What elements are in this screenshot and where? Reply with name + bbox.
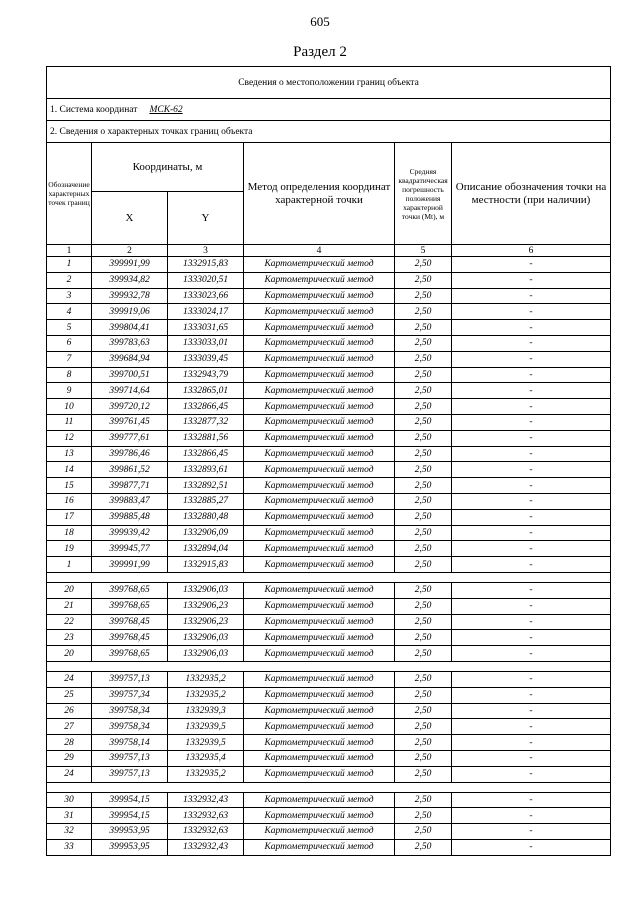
coord-x: 399757,34 (92, 687, 168, 703)
column-number: 1 (47, 245, 92, 257)
description: - (452, 399, 611, 415)
header-x: X (92, 192, 168, 245)
coord-x: 399885,48 (92, 509, 168, 525)
description: - (452, 351, 611, 367)
accuracy: 2,50 (395, 288, 452, 304)
point-number: 13 (47, 446, 92, 462)
coord-x: 399934,82 (92, 272, 168, 288)
header-method: Метод определения координат характерной точки (244, 143, 395, 245)
table-row (47, 509, 611, 525)
description: - (452, 446, 611, 462)
accuracy: 2,50 (395, 541, 452, 557)
table-row (47, 272, 611, 288)
description: - (452, 735, 611, 751)
coord-x: 399954,15 (92, 792, 168, 808)
table-row (47, 792, 611, 808)
method: Картометрический метод (244, 414, 395, 430)
description: - (452, 257, 611, 273)
table-row (47, 839, 611, 855)
description: - (452, 808, 611, 824)
description: - (452, 719, 611, 735)
method: Картометрический метод (244, 493, 395, 509)
table-row (47, 557, 611, 573)
description: - (452, 687, 611, 703)
coord-system-label: 1. Система координат (50, 104, 138, 115)
coord-x: 399758,14 (92, 735, 168, 751)
coord-x: 399883,47 (92, 493, 168, 509)
table-title-row (47, 67, 611, 99)
point-number: 24 (47, 671, 92, 687)
accuracy: 2,50 (395, 335, 452, 351)
coord-x: 399953,95 (92, 839, 168, 855)
accuracy: 2,50 (395, 446, 452, 462)
table-row (47, 703, 611, 719)
coord-x: 399783,63 (92, 335, 168, 351)
header-row-top (47, 143, 611, 192)
table-row (47, 399, 611, 415)
method: Картометрический метод (244, 671, 395, 687)
section-title: Раздел 2 (293, 44, 347, 60)
coord-x: 399804,41 (92, 320, 168, 336)
coord-y: 1332935,2 (168, 766, 244, 782)
table-row (47, 304, 611, 320)
description: - (452, 598, 611, 614)
method: Картометрический метод (244, 525, 395, 541)
description: - (452, 288, 611, 304)
table-row (47, 750, 611, 766)
accuracy: 2,50 (395, 462, 452, 478)
table-row (47, 687, 611, 703)
description: - (452, 839, 611, 855)
point-number: 31 (47, 808, 92, 824)
accuracy: 2,50 (395, 493, 452, 509)
point-number: 1 (47, 557, 92, 573)
description: - (452, 614, 611, 630)
coord-x: 399768,65 (92, 582, 168, 598)
method: Картометрический метод (244, 399, 395, 415)
method: Картометрический метод (244, 478, 395, 494)
points-label: 2. Сведения о характерных точках границ объекта (47, 121, 611, 143)
separator-cell (47, 572, 611, 582)
method: Картометрический метод (244, 272, 395, 288)
method: Картометрический метод (244, 766, 395, 782)
coord-system-row (47, 99, 611, 121)
description: - (452, 646, 611, 662)
coord-y: 1332932,43 (168, 839, 244, 855)
coord-x: 399786,46 (92, 446, 168, 462)
method: Картометрический метод (244, 646, 395, 662)
point-number: 20 (47, 582, 92, 598)
accuracy: 2,50 (395, 257, 452, 273)
coord-y: 1332892,51 (168, 478, 244, 494)
method: Картометрический метод (244, 304, 395, 320)
point-number: 32 (47, 824, 92, 840)
coord-y: 1332906,03 (168, 582, 244, 598)
method: Картометрический метод (244, 430, 395, 446)
coord-x: 399768,65 (92, 646, 168, 662)
coord-x: 399757,13 (92, 766, 168, 782)
accuracy: 2,50 (395, 703, 452, 719)
accuracy: 2,50 (395, 582, 452, 598)
point-number: 33 (47, 839, 92, 855)
coord-y: 1332906,23 (168, 598, 244, 614)
coord-y: 1332885,27 (168, 493, 244, 509)
description: - (452, 582, 611, 598)
accuracy: 2,50 (395, 320, 452, 336)
coord-x: 399945,77 (92, 541, 168, 557)
point-number: 30 (47, 792, 92, 808)
coord-x: 399758,34 (92, 703, 168, 719)
table-row (47, 430, 611, 446)
point-number: 27 (47, 719, 92, 735)
coord-y: 1332893,61 (168, 462, 244, 478)
point-number: 14 (47, 462, 92, 478)
accuracy: 2,50 (395, 614, 452, 630)
method: Картометрический метод (244, 335, 395, 351)
method: Картометрический метод (244, 446, 395, 462)
column-number-row (47, 245, 611, 257)
table-row (47, 462, 611, 478)
description: - (452, 304, 611, 320)
accuracy: 2,50 (395, 304, 452, 320)
method: Картометрический метод (244, 257, 395, 273)
description: - (452, 478, 611, 494)
coord-y: 1332932,63 (168, 808, 244, 824)
description: - (452, 383, 611, 399)
point-number: 9 (47, 383, 92, 399)
coord-x: 399768,45 (92, 630, 168, 646)
point-number: 15 (47, 478, 92, 494)
point-number: 6 (47, 335, 92, 351)
method: Картометрический метод (244, 383, 395, 399)
coord-y: 1333031,65 (168, 320, 244, 336)
coord-x: 399757,13 (92, 750, 168, 766)
point-number: 22 (47, 614, 92, 630)
point-number: 23 (47, 630, 92, 646)
point-number: 21 (47, 598, 92, 614)
point-number: 29 (47, 750, 92, 766)
coord-x: 399932,78 (92, 288, 168, 304)
description: - (452, 335, 611, 351)
description: - (452, 525, 611, 541)
header-point-designation: Обозначение характерных точек границ (47, 143, 92, 245)
coord-y: 1332935,2 (168, 687, 244, 703)
accuracy: 2,50 (395, 525, 452, 541)
coord-x: 399684,94 (92, 351, 168, 367)
description: - (452, 630, 611, 646)
method: Картометрический метод (244, 614, 395, 630)
method: Картометрический метод (244, 824, 395, 840)
coord-x: 399761,45 (92, 414, 168, 430)
coord-y: 1332939,3 (168, 703, 244, 719)
coord-system-value: МСК-62 (149, 104, 183, 115)
point-number: 2 (47, 272, 92, 288)
accuracy: 2,50 (395, 630, 452, 646)
coord-x: 399953,95 (92, 824, 168, 840)
column-number: 2 (92, 245, 168, 257)
accuracy: 2,50 (395, 735, 452, 751)
group-separator (47, 661, 611, 671)
group-separator (47, 782, 611, 792)
method: Картометрический метод (244, 582, 395, 598)
method: Картометрический метод (244, 719, 395, 735)
description: - (452, 320, 611, 336)
group-separator (47, 572, 611, 582)
coord-x: 399954,15 (92, 808, 168, 824)
accuracy: 2,50 (395, 687, 452, 703)
table-row (47, 541, 611, 557)
coord-x: 399757,13 (92, 671, 168, 687)
coord-x: 399861,52 (92, 462, 168, 478)
coord-x: 399768,65 (92, 598, 168, 614)
coord-y: 1332906,03 (168, 646, 244, 662)
coord-x: 399919,06 (92, 304, 168, 320)
method: Картометрический метод (244, 630, 395, 646)
point-number: 18 (47, 525, 92, 541)
coord-x: 399991,99 (92, 557, 168, 573)
table-row (47, 646, 611, 662)
method: Картометрический метод (244, 687, 395, 703)
description: - (452, 766, 611, 782)
table-row (47, 808, 611, 824)
accuracy: 2,50 (395, 272, 452, 288)
accuracy: 2,50 (395, 824, 452, 840)
method: Картометрический метод (244, 509, 395, 525)
description: - (452, 671, 611, 687)
description: - (452, 430, 611, 446)
accuracy: 2,50 (395, 792, 452, 808)
coord-x: 399877,71 (92, 478, 168, 494)
method: Картометрический метод (244, 735, 395, 751)
accuracy: 2,50 (395, 671, 452, 687)
boundary-table (46, 66, 611, 856)
accuracy: 2,50 (395, 766, 452, 782)
table-row (47, 351, 611, 367)
coord-y: 1332906,23 (168, 614, 244, 630)
accuracy: 2,50 (395, 598, 452, 614)
table-row (47, 766, 611, 782)
column-number: 4 (244, 245, 395, 257)
method: Картометрический метод (244, 839, 395, 855)
accuracy: 2,50 (395, 478, 452, 494)
table-row (47, 582, 611, 598)
point-number: 3 (47, 288, 92, 304)
points-label-row (47, 121, 611, 143)
point-number: 1 (47, 257, 92, 273)
table-title: Сведения о местоположении границ объекта (47, 67, 611, 99)
point-number: 25 (47, 687, 92, 703)
coord-y: 1332866,45 (168, 446, 244, 462)
table-row (47, 478, 611, 494)
accuracy: 2,50 (395, 719, 452, 735)
table-row (47, 614, 611, 630)
description: - (452, 509, 611, 525)
table-row (47, 383, 611, 399)
coord-y: 1332906,03 (168, 630, 244, 646)
method: Картометрический метод (244, 808, 395, 824)
method: Картометрический метод (244, 557, 395, 573)
coord-y: 1332939,5 (168, 719, 244, 735)
method: Картометрический метод (244, 750, 395, 766)
table-row (47, 630, 611, 646)
coord-x: 399991,99 (92, 257, 168, 273)
accuracy: 2,50 (395, 414, 452, 430)
coord-x: 399758,34 (92, 719, 168, 735)
description: - (452, 541, 611, 557)
table-row (47, 446, 611, 462)
accuracy: 2,50 (395, 750, 452, 766)
accuracy: 2,50 (395, 399, 452, 415)
coord-x: 399939,42 (92, 525, 168, 541)
coord-y: 1333023,66 (168, 288, 244, 304)
description: - (452, 414, 611, 430)
description: - (452, 792, 611, 808)
method: Картометрический метод (244, 367, 395, 383)
coord-x: 399720,12 (92, 399, 168, 415)
method: Картометрический метод (244, 462, 395, 478)
table-row (47, 493, 611, 509)
accuracy: 2,50 (395, 839, 452, 855)
coord-y: 1333033,01 (168, 335, 244, 351)
point-number: 5 (47, 320, 92, 336)
accuracy: 2,50 (395, 430, 452, 446)
coord-x: 399714,64 (92, 383, 168, 399)
header-y: Y (168, 192, 244, 245)
table-row (47, 367, 611, 383)
method: Картометрический метод (244, 792, 395, 808)
coord-y: 1333020,51 (168, 272, 244, 288)
coord-y: 1332915,83 (168, 257, 244, 273)
coord-y: 1332894,04 (168, 541, 244, 557)
description: - (452, 493, 611, 509)
column-number: 6 (452, 245, 611, 257)
separator-cell (47, 782, 611, 792)
table-row (47, 335, 611, 351)
point-number: 24 (47, 766, 92, 782)
table-row (47, 414, 611, 430)
accuracy: 2,50 (395, 367, 452, 383)
column-number: 5 (395, 245, 452, 257)
coord-y: 1332932,43 (168, 792, 244, 808)
accuracy: 2,50 (395, 557, 452, 573)
point-number: 20 (47, 646, 92, 662)
accuracy: 2,50 (395, 509, 452, 525)
point-number: 16 (47, 493, 92, 509)
coord-x: 399700,51 (92, 367, 168, 383)
table-row (47, 320, 611, 336)
coord-y: 1332939,5 (168, 735, 244, 751)
coord-y: 1333024,17 (168, 304, 244, 320)
point-number: 11 (47, 414, 92, 430)
coord-x: 399768,45 (92, 614, 168, 630)
coord-y: 1332881,56 (168, 430, 244, 446)
table-row (47, 257, 611, 273)
point-number: 19 (47, 541, 92, 557)
method: Картометрический метод (244, 351, 395, 367)
table-row (47, 598, 611, 614)
coord-y: 1332865,01 (168, 383, 244, 399)
header-coordinates: Координаты, м (92, 143, 244, 192)
description: - (452, 703, 611, 719)
point-number: 4 (47, 304, 92, 320)
method: Картометрический метод (244, 703, 395, 719)
point-number: 10 (47, 399, 92, 415)
page-number: 605 (310, 14, 330, 29)
method: Картометрический метод (244, 541, 395, 557)
accuracy: 2,50 (395, 351, 452, 367)
description: - (452, 367, 611, 383)
coord-system-cell (47, 99, 611, 121)
description: - (452, 750, 611, 766)
coord-y: 1332880,48 (168, 509, 244, 525)
method: Картометрический метод (244, 598, 395, 614)
point-number: 12 (47, 430, 92, 446)
table-row (47, 824, 611, 840)
separator-cell (47, 661, 611, 671)
accuracy: 2,50 (395, 383, 452, 399)
table-row (47, 288, 611, 304)
table-row (47, 671, 611, 687)
method: Картометрический метод (244, 288, 395, 304)
coord-y: 1332935,4 (168, 750, 244, 766)
point-number: 8 (47, 367, 92, 383)
column-number: 3 (168, 245, 244, 257)
accuracy: 2,50 (395, 646, 452, 662)
coord-y: 1332866,45 (168, 399, 244, 415)
coord-y: 1332932,63 (168, 824, 244, 840)
header-accuracy: Средняя квадратическая погрешность положения характерной точки (Mt), м (395, 143, 452, 245)
table-row (47, 525, 611, 541)
coord-y: 1332915,83 (168, 557, 244, 573)
table-row (47, 719, 611, 735)
description: - (452, 824, 611, 840)
coord-y: 1333039,45 (168, 351, 244, 367)
point-number: 26 (47, 703, 92, 719)
accuracy: 2,50 (395, 808, 452, 824)
header-description: Описание обозначения точки на местности (при наличии) (452, 143, 611, 245)
table-row (47, 735, 611, 751)
coord-y: 1332906,09 (168, 525, 244, 541)
coord-y: 1332935,2 (168, 671, 244, 687)
point-number: 17 (47, 509, 92, 525)
coord-y: 1332877,32 (168, 414, 244, 430)
point-number: 28 (47, 735, 92, 751)
method: Картометрический метод (244, 320, 395, 336)
description: - (452, 462, 611, 478)
description: - (452, 557, 611, 573)
point-number: 7 (47, 351, 92, 367)
coord-x: 399777,61 (92, 430, 168, 446)
description: - (452, 272, 611, 288)
coord-y: 1332943,79 (168, 367, 244, 383)
